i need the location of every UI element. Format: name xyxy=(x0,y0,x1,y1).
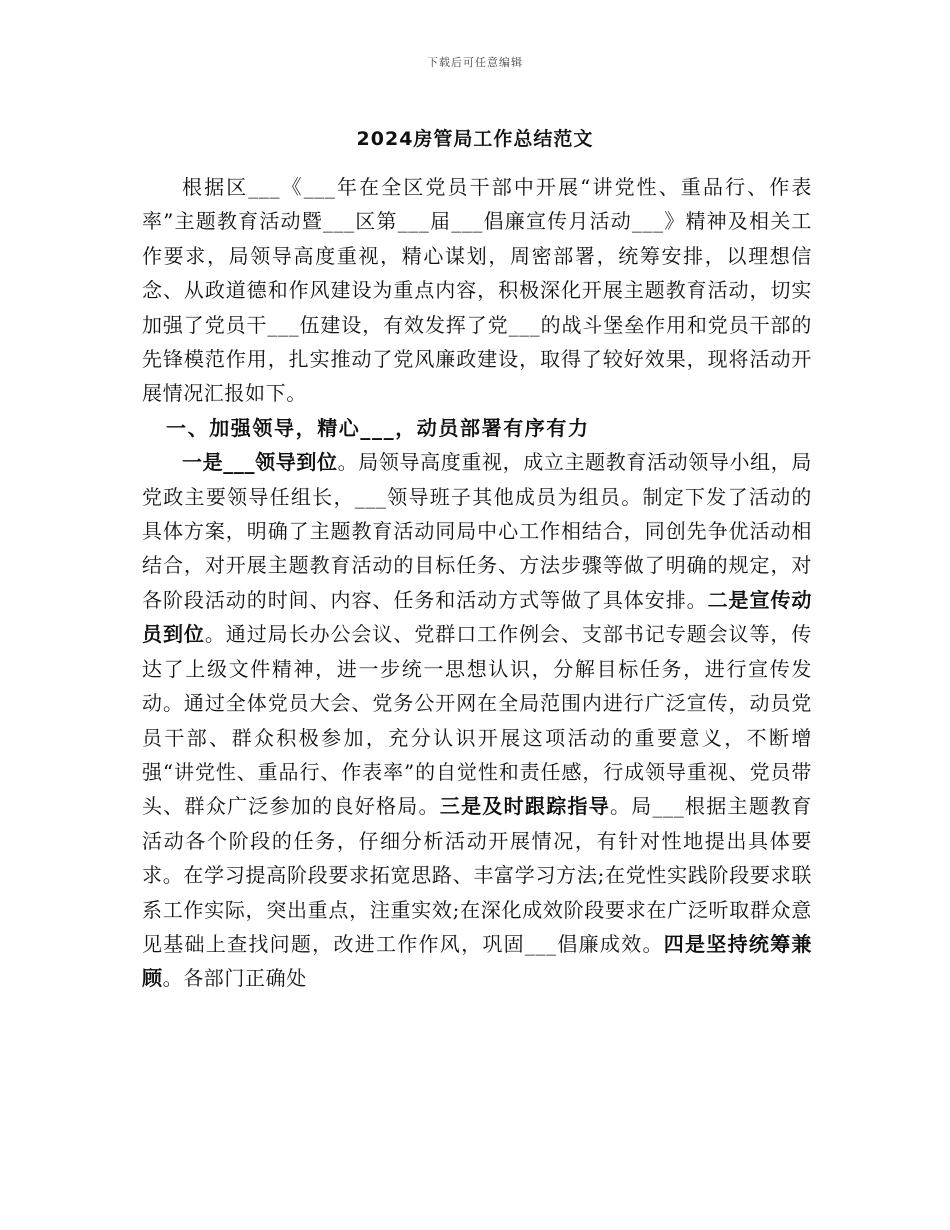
document-body xyxy=(142,170,812,996)
document-title: 2024房管局工作总结范文 xyxy=(356,128,594,150)
section-1-lead-2: 二是宣传动员到位 xyxy=(142,587,813,647)
section-1-text-2: 。通过局长办公会议、党群口工作例会、支部书记专题会议等，传达了上级文件精神，进一步统一思想认识，分解目标任务，进行宣传发动。通过全体党员大会、党务公开网在全局范围内进行广泛宣传，动员党员干部、群众积极参加，充分认识开展这项活动的重要意义，不断增强“讲党性、重品行、作表率”的自觉性和责任感，行成领导重视、党员带头、群众广泛参加的良好格局。 xyxy=(142,622,812,819)
section-1-text-3: 。局___根据主题教育活动各个阶段的任务，仔细分析活动开展情况，有针对性地提出具体要求。在学习提高阶段要求拓宽思路、丰富学习方法;在党性实践阶段要求联系工作实际，突出重点，注重实效;在深化成效阶段要求在广泛听取群众意见基础上查找问题，改进工作作风，巩固___倡廉成效。 xyxy=(142,794,812,956)
header-note: 下载后可任意编辑 xyxy=(427,56,523,69)
section-1-lead-4: 四是坚持统筹兼顾 xyxy=(142,931,812,991)
section-heading-1: 一、加强领导，精心___，动员部署有序有力 xyxy=(166,415,590,440)
section-1-text-1: 。局领导高度重视，成立主题教育活动领导小组，局党政主要领导任组长，___领导班子其他成员为组员。制定下发了活动的具体方案，明确了主题教育活动同局中心工作相结合，同创先争优活动相结合，对开展主题教育活动的目标任务、方法步骤等做了明确的规定，对各阶段活动的时间、内容、任务和活动方式等做了具体安排。 xyxy=(142,450,812,612)
section-1-lead-3: 三是及时跟踪指导 xyxy=(439,794,611,819)
section-1-lead-1: 一是___领导到位 xyxy=(182,450,338,475)
intro-paragraph: 根据区___《___年在全区党员干部中开展“讲党性、重品行、作表率”主题教育活动暨___区第___届___倡廉宣传月活动___》精神及相关工作要求，局领导高度重视，精心谋划，周密部署，统筹安排，以理想信念、从政道德和作风建设为重点内容，积极深化开展主题教育活动，切实加强了党员干___伍建设，有效发挥了党___的战斗堡垒作用和党员干部的先锋模范作用，扎实推动了党风廉政建设，取得了较好效果，现将活动开展情况汇报如下。 xyxy=(142,175,812,406)
section-1-text-4: 。各部门正确处 xyxy=(162,966,307,991)
section-1-paragraph xyxy=(142,445,812,996)
